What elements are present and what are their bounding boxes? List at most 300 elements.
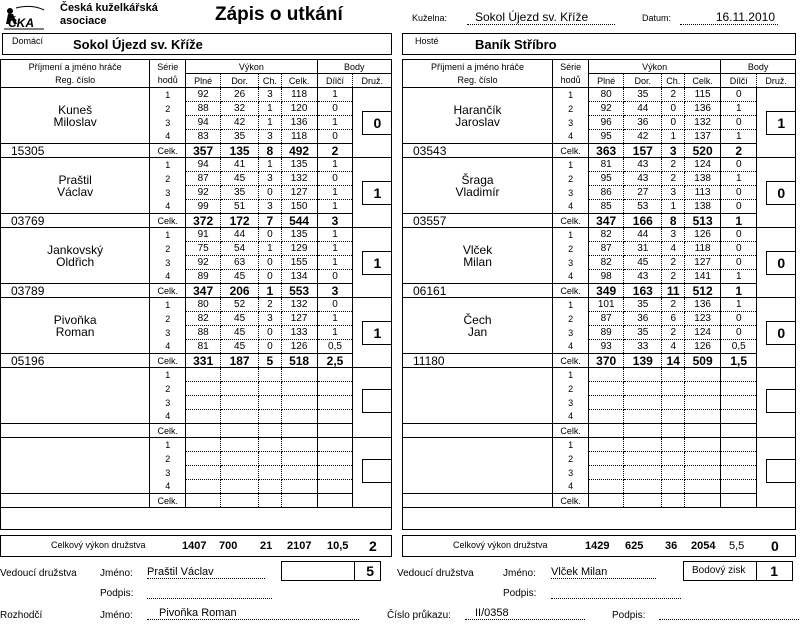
guest-cell-dor: [624, 466, 662, 480]
table-row: [403, 158, 795, 172]
table-row: [1, 326, 391, 340]
guest-team-points: [766, 459, 795, 483]
guest-cell-ch: 2: [662, 172, 685, 186]
guest-total-cell: 520: [685, 144, 721, 158]
home-cell-celk: 132: [281, 172, 317, 186]
home-cell-serie: 1: [150, 368, 186, 382]
home-cell-dilci: 0: [317, 130, 353, 144]
guest-total-cell: [721, 494, 757, 508]
guest-cell-celk: 118: [685, 242, 721, 256]
table-row: [1, 368, 391, 382]
home-cell-dor: [221, 410, 259, 424]
guest-team-points: [766, 389, 795, 413]
guest-cell-celk: 124: [685, 326, 721, 340]
home-cell-plne: 91: [186, 228, 221, 242]
guest-cell-dor: 35: [624, 326, 662, 340]
guest-team-points: 0: [766, 321, 795, 345]
guest-cell-dor: 43: [624, 158, 662, 172]
guest-team-points-cell: [757, 228, 795, 298]
guest-cell-dilci: 1: [721, 172, 757, 186]
home-cell-plne: 80: [186, 298, 221, 312]
guest-total-cell: 349: [589, 284, 624, 298]
guest-cell-serie: 1: [553, 368, 589, 382]
guest-cell-dor: 35: [624, 88, 662, 102]
guest-hdr-name: Příjmení a jméno hráče: [431, 61, 525, 72]
home-hdr-celk: Celk.: [281, 74, 317, 88]
home-team-points-cell: [353, 438, 391, 508]
home-player-reg: 03789: [1, 284, 150, 298]
home-hdr-serie: Série: [150, 60, 186, 74]
guest-total-cell: 347: [589, 214, 624, 228]
guest-hdr-serie: Série: [553, 60, 589, 74]
home-cell-dor: [221, 368, 259, 382]
guest-cell-ch: 3: [662, 228, 685, 242]
home-final-points-divider: [354, 562, 355, 580]
guest-team-points: 0: [766, 251, 795, 275]
home-total-cell: [186, 494, 221, 508]
guest-total-cell: 363: [589, 144, 624, 158]
home-total-cell: 518: [281, 354, 317, 368]
home-total-cell: [317, 424, 353, 438]
guest-cell-celk: 136: [685, 298, 721, 312]
home-player-firstname: Miloslav: [53, 114, 97, 129]
home-cell-dilci: [317, 452, 353, 466]
home-cell-plne: 99: [186, 200, 221, 214]
home-cell-serie: 4: [150, 410, 186, 424]
table-row-total: [403, 494, 795, 508]
page-title: Zápis o utkání: [215, 4, 343, 25]
guest-cell-plne: [589, 396, 624, 410]
guest-cell-dor: 43: [624, 270, 662, 284]
home-team-name: Sokol Újezd sv. Kříže: [73, 37, 203, 52]
datum-value: 16.11.2010: [680, 10, 778, 25]
guest-total-cell: 8: [662, 214, 685, 228]
home-player-reg: [1, 494, 150, 508]
home-cell-dilci: 0: [317, 298, 353, 312]
referee-podpis-label: Podpis:: [612, 610, 646, 621]
guest-team-points-cell: [757, 368, 795, 438]
home-player-reg: 03769: [1, 214, 150, 228]
home-cell-dilci: 1: [317, 256, 353, 270]
home-total-cell: [186, 424, 221, 438]
guest-cell-ch: [662, 438, 685, 452]
guest-cell-dor: [624, 368, 662, 382]
table-row: [403, 228, 795, 242]
home-total-cell: 492: [281, 144, 317, 158]
home-cell-celk: [281, 410, 317, 424]
home-player-surname: Praštil: [58, 172, 92, 187]
guest-total-cell: 157: [624, 144, 662, 158]
guest-cell-dor: 42: [624, 130, 662, 144]
guest-cell-dilci: [721, 382, 757, 396]
guest-cell-celk: [685, 382, 721, 396]
home-team-points: 1: [362, 181, 391, 205]
home-cell-dor: 26: [221, 88, 259, 102]
home-celk-label: Celk.: [150, 354, 186, 368]
kuzelna-value: Sokol Újezd sv. Kříže: [467, 10, 615, 25]
guest-celk-label: Celk.: [553, 284, 589, 298]
home-hdr-reg: Reg. číslo: [1, 74, 150, 88]
home-cell-serie: 3: [150, 396, 186, 410]
guest-cell-dilci: 0,5: [721, 340, 757, 354]
guest-summary-celk: 2054: [691, 540, 716, 552]
home-cell-dilci: [317, 396, 353, 410]
home-cell-celk: 155: [281, 256, 317, 270]
home-total-cell: [259, 494, 282, 508]
home-total-cell: 357: [186, 144, 221, 158]
home-cell-dilci: 1: [317, 186, 353, 200]
home-cell-ch: 0: [259, 186, 282, 200]
guest-cell-dilci: 0: [721, 200, 757, 214]
home-celk-label: Celk.: [150, 214, 186, 228]
home-summary-ch: 21: [260, 540, 273, 552]
home-team-points-cell: [353, 298, 391, 368]
home-total-cell: 544: [281, 214, 317, 228]
guest-player-firstname: Milan: [463, 254, 492, 269]
cislo-prukazu-value: II/0358: [465, 607, 585, 620]
guest-total-cell: [662, 494, 685, 508]
guest-cell-celk: [685, 368, 721, 382]
guest-cell-serie: 3: [553, 116, 589, 130]
home-total-cell: 3: [317, 284, 353, 298]
guest-cell-celk: 123: [685, 312, 721, 326]
home-player-surname: Pivoňka: [53, 312, 97, 327]
guest-cell-celk: 132: [685, 116, 721, 130]
home-player-surname: [1, 438, 150, 466]
home-total-cell: 331: [186, 354, 221, 368]
home-cell-dor: [221, 382, 259, 396]
guest-cell-serie: 3: [553, 396, 589, 410]
home-cell-dor: [221, 438, 259, 452]
home-cell-ch: 3: [259, 172, 282, 186]
guest-cell-plne: [589, 438, 624, 452]
home-cell-serie: 1: [150, 298, 186, 312]
guest-total-cell: 14: [662, 354, 685, 368]
guest-cell-ch: [662, 382, 685, 396]
home-cell-serie: 4: [150, 200, 186, 214]
guest-cell-celk: 137: [685, 130, 721, 144]
home-cell-dilci: 1: [317, 228, 353, 242]
guest-cell-dilci: 0: [721, 312, 757, 326]
guest-summary-bar: [402, 535, 796, 557]
guest-cell-plne: 95: [589, 130, 624, 144]
guest-cell-dilci: 1: [721, 270, 757, 284]
guest-cell-serie: 2: [553, 452, 589, 466]
home-cell-dor: [221, 396, 259, 410]
guest-cell-dilci: 1: [721, 102, 757, 116]
guest-cell-ch: 2: [662, 326, 685, 340]
home-player-table: [1, 60, 391, 508]
guest-cell-dilci: [721, 466, 757, 480]
home-player-surname: Jankovský: [47, 242, 104, 257]
guest-player-surname: Vlček: [462, 242, 493, 257]
home-team-points: 1: [362, 251, 391, 275]
guest-cell-plne: 98: [589, 270, 624, 284]
guest-player-surname: Čech: [463, 312, 492, 327]
table-row: [403, 256, 795, 270]
guest-cell-dor: [624, 438, 662, 452]
guest-cell-dor: [624, 480, 662, 494]
guest-team-points-cell: [757, 88, 795, 158]
guest-total-cell: 512: [685, 284, 721, 298]
home-cell-celk: [281, 382, 317, 396]
home-leader-jmeno-label: Jméno:: [100, 568, 133, 579]
guest-cell-ch: [662, 466, 685, 480]
guest-player-reg: 11180: [403, 354, 553, 368]
home-cell-serie: 3: [150, 186, 186, 200]
home-cell-plne: 94: [186, 158, 221, 172]
home-team-points-cell: [353, 158, 391, 228]
guest-player-firstname: [403, 466, 553, 494]
guest-total-cell: [624, 494, 662, 508]
home-cell-serie: 4: [150, 270, 186, 284]
table-row: [403, 88, 795, 102]
guest-cell-ch: 2: [662, 158, 685, 172]
home-cell-celk: [281, 480, 317, 494]
guest-cell-ch: [662, 368, 685, 382]
home-cell-ch: [259, 396, 282, 410]
guest-cell-dilci: [721, 452, 757, 466]
datum-label: Datum:: [642, 13, 672, 23]
home-cell-serie: 1: [150, 88, 186, 102]
home-player-firstname: Roman: [55, 324, 95, 339]
table-row: [403, 396, 795, 410]
home-team-bar: [2, 33, 392, 55]
home-total-cell: 172: [221, 214, 259, 228]
home-cell-dilci: [317, 368, 353, 382]
home-cell-plne: 92: [186, 186, 221, 200]
guest-player-reg: [403, 494, 553, 508]
guest-cell-celk: 138: [685, 172, 721, 186]
home-cell-dor: 45: [221, 312, 259, 326]
home-cell-dilci: [317, 466, 353, 480]
home-cell-dilci: 1: [317, 158, 353, 172]
home-cell-ch: 0: [259, 228, 282, 242]
guest-player-table: [403, 60, 795, 508]
referee-podpis-line: [659, 607, 799, 620]
table-row: [403, 116, 795, 130]
guest-cell-dor: 44: [624, 102, 662, 116]
home-total-cell: 347: [186, 284, 221, 298]
home-cell-plne: [186, 368, 221, 382]
home-total-cell: 206: [221, 284, 259, 298]
guest-player-firstname: Vladimír: [455, 184, 500, 199]
home-cell-celk: [281, 466, 317, 480]
guest-cell-ch: 4: [662, 340, 685, 354]
guest-podpis-line: [551, 586, 681, 599]
home-hdr-plne: Plné: [186, 74, 221, 88]
home-cell-dor: 42: [221, 116, 259, 130]
home-cell-dor: [221, 480, 259, 494]
guest-cell-dilci: [721, 396, 757, 410]
guest-cell-dor: 35: [624, 298, 662, 312]
guest-cell-serie: 1: [553, 298, 589, 312]
guest-cell-celk: 141: [685, 270, 721, 284]
guest-cell-celk: 127: [685, 256, 721, 270]
home-cell-dilci: 1: [317, 116, 353, 130]
guest-cell-celk: 138: [685, 200, 721, 214]
guest-cell-celk: [685, 480, 721, 494]
guest-cell-dor: 45: [624, 256, 662, 270]
guest-summary-label: Celkový výkon družstva: [453, 540, 548, 550]
guest-cell-celk: [685, 466, 721, 480]
bodovy-zisk-label: Bodový zisk: [692, 565, 746, 576]
guest-cell-serie: 3: [553, 326, 589, 340]
home-cell-dilci: 1: [317, 312, 353, 326]
guest-celk-label: Celk.: [553, 424, 589, 438]
bodovy-zisk-divider: [756, 562, 757, 580]
guest-cell-serie: 1: [553, 88, 589, 102]
home-cell-dor: 44: [221, 228, 259, 242]
home-cell-dor: 54: [221, 242, 259, 256]
home-summary-label: Celkový výkon družstva: [51, 540, 146, 550]
guest-cell-ch: 2: [662, 270, 685, 284]
guest-cell-ch: [662, 396, 685, 410]
table-row: [403, 298, 795, 312]
guest-cell-dilci: 0: [721, 326, 757, 340]
guest-total-cell: 3: [662, 144, 685, 158]
table-row-total: [403, 214, 795, 228]
home-total-cell: [221, 494, 259, 508]
table-row: [1, 396, 391, 410]
guest-leader-label: Vedoucí družstva: [397, 568, 474, 579]
home-cell-serie: 1: [150, 438, 186, 452]
guest-hdr-dor: Dor.: [624, 74, 662, 88]
home-cell-ch: [259, 480, 282, 494]
guest-cell-dor: [624, 410, 662, 424]
guest-cell-plne: [589, 382, 624, 396]
guest-cell-celk: [685, 438, 721, 452]
guest-cell-ch: 2: [662, 298, 685, 312]
home-cell-serie: 1: [150, 158, 186, 172]
guest-cell-serie: 2: [553, 102, 589, 116]
home-total-cell: 135: [221, 144, 259, 158]
guest-total-cell: [721, 424, 757, 438]
guest-team-points: 0: [766, 181, 795, 205]
home-total-cell: 3: [317, 214, 353, 228]
guest-player-surname: Harančík: [453, 102, 502, 117]
guest-cell-serie: 4: [553, 200, 589, 214]
home-cell-ch: 3: [259, 200, 282, 214]
referee-label: Rozhodčí: [0, 610, 43, 621]
home-total-cell: 553: [281, 284, 317, 298]
home-cell-celk: 129: [281, 242, 317, 256]
home-cell-dor: [221, 466, 259, 480]
table-row-total: [403, 144, 795, 158]
home-cell-plne: [186, 466, 221, 480]
home-cell-plne: 75: [186, 242, 221, 256]
home-cell-ch: 0: [259, 256, 282, 270]
guest-summary-team-points: 0: [771, 538, 779, 554]
home-total-cell: [281, 494, 317, 508]
guest-cell-dilci: 0: [721, 116, 757, 130]
guest-cell-plne: [589, 410, 624, 424]
home-cell-plne: 94: [186, 116, 221, 130]
home-hdr-ch: Ch.: [259, 74, 282, 88]
home-cell-serie: 3: [150, 326, 186, 340]
home-cell-ch: [259, 452, 282, 466]
home-cell-celk: 135: [281, 228, 317, 242]
guest-cell-plne: 92: [589, 102, 624, 116]
guest-cell-dilci: 0: [721, 228, 757, 242]
guest-team-points: 1: [766, 111, 795, 135]
guest-cell-dor: 33: [624, 340, 662, 354]
guest-cell-plne: 85: [589, 200, 624, 214]
home-cell-dilci: 0: [317, 172, 353, 186]
guest-cell-dilci: 0: [721, 242, 757, 256]
home-cell-plne: 92: [186, 256, 221, 270]
table-row: [1, 158, 391, 172]
guest-total-cell: 166: [624, 214, 662, 228]
home-player-surname: [1, 368, 150, 396]
guest-cell-dilci: 0: [721, 88, 757, 102]
table-row-total: [403, 424, 795, 438]
home-final-points: 5: [366, 563, 374, 579]
home-cell-dor: 52: [221, 298, 259, 312]
home-cell-celk: 118: [281, 88, 317, 102]
home-total-cell: 1: [259, 284, 282, 298]
home-cell-ch: [259, 466, 282, 480]
guest-cell-plne: 86: [589, 186, 624, 200]
home-cell-serie: 2: [150, 172, 186, 186]
guest-cell-dor: 36: [624, 116, 662, 130]
home-team-points: 0: [362, 111, 391, 135]
home-cell-serie: 2: [150, 312, 186, 326]
home-player-firstname: [1, 466, 150, 494]
home-cell-ch: 0: [259, 270, 282, 284]
home-celk-label: Celk.: [150, 424, 186, 438]
guest-cell-dor: 53: [624, 200, 662, 214]
table-row-total: [1, 494, 391, 508]
table-row: [403, 326, 795, 340]
home-cell-serie: 4: [150, 340, 186, 354]
home-cell-serie: 1: [150, 228, 186, 242]
guest-cell-ch: 0: [662, 102, 685, 116]
guest-cell-dilci: 0: [721, 256, 757, 270]
guest-podpis-label: Podpis:: [503, 588, 537, 599]
home-cell-serie: 4: [150, 130, 186, 144]
home-total-cell: 372: [186, 214, 221, 228]
home-cell-plne: [186, 396, 221, 410]
guest-final-points: 1: [770, 563, 778, 579]
guest-cell-celk: [685, 396, 721, 410]
home-cell-celk: 136: [281, 116, 317, 130]
kuzelna-label: Kuželna:: [412, 13, 448, 23]
home-cell-dilci: [317, 480, 353, 494]
home-summary-plne: 1407: [182, 540, 207, 552]
table-row: [1, 256, 391, 270]
table-row: [1, 186, 391, 200]
guest-cell-dor: 43: [624, 172, 662, 186]
home-cell-ch: 3: [259, 130, 282, 144]
home-cell-serie: 3: [150, 466, 186, 480]
guest-total-cell: 1: [721, 284, 757, 298]
home-cell-ch: 1: [259, 242, 282, 256]
guest-cell-dilci: 1: [721, 130, 757, 144]
home-hdr-druz: Druž.: [353, 74, 391, 88]
guest-cell-dor: 44: [624, 228, 662, 242]
home-cell-dor: 45: [221, 172, 259, 186]
home-cell-ch: 3: [259, 88, 282, 102]
guest-team-points-cell: [757, 298, 795, 368]
guest-cell-serie: 3: [553, 466, 589, 480]
guest-player-surname: Šraga: [461, 172, 494, 187]
home-hdr-vykon: Výkon: [186, 60, 317, 74]
home-leader-label: Vedoucí družstva: [0, 568, 77, 579]
guest-cell-serie: 2: [553, 382, 589, 396]
home-cell-plne: [186, 410, 221, 424]
home-podpis-line: [147, 586, 272, 599]
